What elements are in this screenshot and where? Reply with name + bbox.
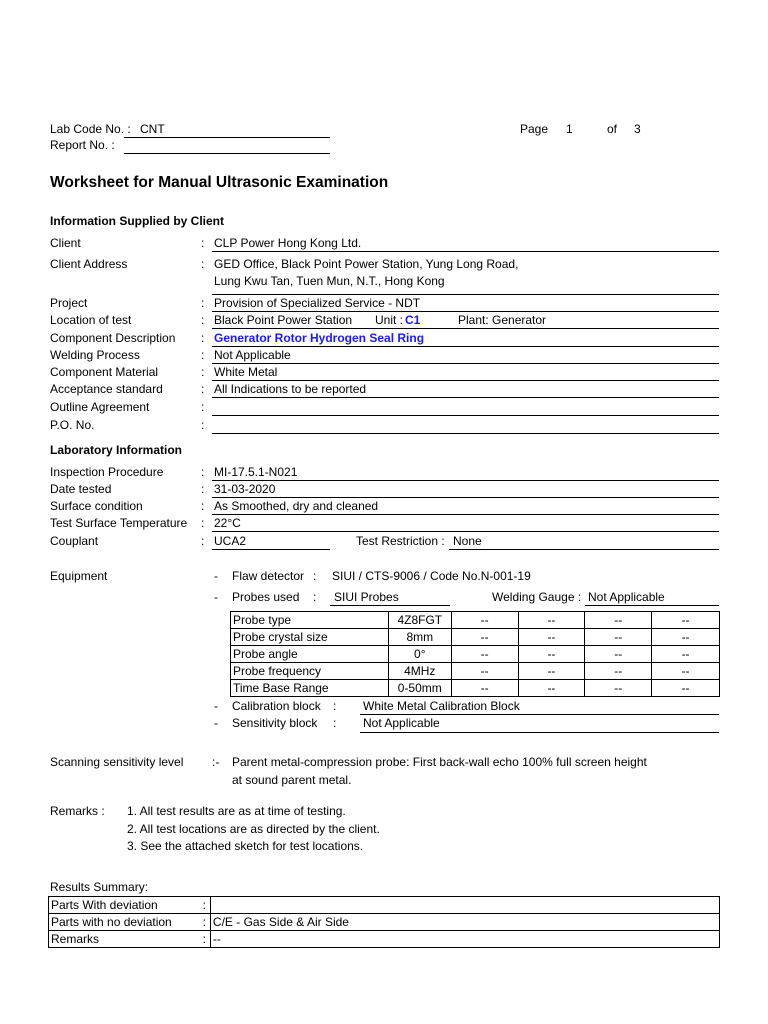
colon: : xyxy=(201,236,205,250)
colon: : xyxy=(201,516,205,530)
surface-condition-label: Surface condition xyxy=(50,499,143,513)
results-value: -- xyxy=(210,931,719,948)
field-underline xyxy=(212,346,719,347)
bullet-dash: - xyxy=(214,569,218,583)
surface-condition-value: As Smoothed, dry and cleaned xyxy=(214,499,379,513)
probe-value: 0-50mm xyxy=(388,680,451,697)
results-summary-heading: Results Summary: xyxy=(50,880,149,894)
bullet-dash: - xyxy=(214,716,218,730)
probe-param: Time Base Range xyxy=(231,680,389,697)
table-row xyxy=(231,612,720,629)
unit-value: C1 xyxy=(405,313,421,327)
equipment-label: Equipment xyxy=(50,569,108,583)
test-restriction-underline xyxy=(449,549,719,550)
probe-value: -- xyxy=(451,680,518,697)
page-label: Page xyxy=(520,122,549,136)
field-underline xyxy=(212,251,719,252)
page-total: 3 xyxy=(634,122,641,136)
field-underline xyxy=(212,363,719,364)
table-row xyxy=(49,897,720,914)
probe-value: 4MHz xyxy=(388,663,451,680)
couplant-value: UCA2 xyxy=(214,534,247,548)
acceptance-standard-label: Acceptance standard xyxy=(50,382,163,396)
field-underline xyxy=(212,294,719,295)
welding-gauge-underline xyxy=(585,605,719,606)
probe-value: 4Z8FGT xyxy=(388,612,451,629)
probe-value: -- xyxy=(652,663,720,680)
flaw-detector-value: SIUI / CTS-9006 / Code No.N-001-19 xyxy=(332,569,531,583)
scanning-line1: Parent metal-compression probe: First back-wall echo 100% full screen height xyxy=(232,755,647,769)
component-description-value: Generator Rotor Hydrogen Seal Ring xyxy=(214,331,425,345)
scanning-line2: at sound parent metal. xyxy=(232,773,352,787)
remarks-label: Remarks : xyxy=(50,804,105,818)
colon: : xyxy=(201,313,205,327)
probe-value: -- xyxy=(518,646,585,663)
location-value: Black Point Power Station xyxy=(214,313,353,327)
sensitivity-underline xyxy=(360,732,719,733)
field-underline xyxy=(212,380,719,381)
page-title: Worksheet for Manual Ultrasonic Examination xyxy=(50,174,389,191)
sensitivity-block-label: Sensitivity block xyxy=(232,716,318,730)
date-tested-label: Date tested xyxy=(50,482,112,496)
page-number: 1 xyxy=(566,122,573,136)
inspection-procedure-value: MI-17.5.1-N021 xyxy=(214,465,298,479)
inspection-procedure-label: Inspection Procedure xyxy=(50,465,164,479)
colon: : xyxy=(201,365,205,379)
client-label: Client xyxy=(50,236,81,250)
lab-code-value: CNT xyxy=(140,122,165,136)
table-row xyxy=(49,931,720,948)
lab-code-underline xyxy=(124,137,330,138)
colon: : xyxy=(201,499,205,513)
of-label: of xyxy=(607,122,618,136)
component-material-label: Component Material xyxy=(50,365,159,379)
bullet-dash: - xyxy=(214,699,218,713)
probe-value: -- xyxy=(585,629,652,646)
results-label: Remarks : xyxy=(49,931,211,948)
couplant-label: Couplant xyxy=(50,534,99,548)
field-underline xyxy=(212,514,719,515)
component-material-value: White Metal xyxy=(214,365,278,379)
probe-value: -- xyxy=(518,663,585,680)
probe-value: -- xyxy=(652,680,720,697)
colon: : xyxy=(201,296,205,310)
colon: : xyxy=(201,400,205,414)
colon: : xyxy=(201,382,205,396)
couplant-underline xyxy=(212,549,330,550)
results-label: Parts With deviation : xyxy=(49,897,211,914)
probe-param: Probe crystal size xyxy=(231,629,389,646)
component-description-label: Component Description xyxy=(50,331,176,345)
probe-value: -- xyxy=(585,646,652,663)
probe-value: -- xyxy=(451,629,518,646)
probe-param: Probe type xyxy=(231,612,389,629)
colon: : xyxy=(333,716,337,730)
field-underline xyxy=(212,433,719,434)
bullet-dash: - xyxy=(214,590,218,604)
calibration-underline xyxy=(360,714,719,715)
date-tested-value: 31-03-2020 xyxy=(214,482,276,496)
colon: : xyxy=(201,482,205,496)
scanning-marker: :- xyxy=(212,755,220,769)
results-value xyxy=(210,897,719,914)
project-label: Project xyxy=(50,296,88,310)
probe-value: -- xyxy=(451,612,518,629)
probe-param: Probe angle xyxy=(231,646,389,663)
probe-value: -- xyxy=(451,663,518,680)
field-underline xyxy=(212,480,719,481)
colon: : xyxy=(201,418,205,432)
table-row xyxy=(231,680,720,697)
acceptance-standard-value: All Indications to be reported xyxy=(214,382,367,396)
outline-agreement-label: Outline Agreement xyxy=(50,400,150,414)
remark-item: 3. See the attached sketch for test locations. xyxy=(127,839,364,853)
unit-label: Unit : xyxy=(375,313,404,327)
remark-item: 1. All test results are as at time of testing. xyxy=(127,804,346,818)
probes-used-value: SIUI Probes xyxy=(334,590,399,604)
table-row xyxy=(49,914,720,931)
table-row xyxy=(231,663,720,680)
test-restriction-value: None xyxy=(453,534,482,548)
calibration-block-label: Calibration block xyxy=(232,699,321,713)
field-underline xyxy=(212,397,719,398)
probe-value: -- xyxy=(451,646,518,663)
test-surface-temperature-value: 22°C xyxy=(214,516,241,530)
probe-value: 8mm xyxy=(388,629,451,646)
probe-table xyxy=(230,611,720,697)
welding-process-value: Not Applicable xyxy=(214,348,291,362)
client-address-line1: GED Office, Black Point Power Station, Yung Long Road, xyxy=(214,257,519,271)
test-restriction-label: Test Restriction : xyxy=(356,534,445,548)
probe-value: -- xyxy=(518,680,585,697)
results-value: C/E - Gas Side & Air Side xyxy=(210,914,719,931)
location-label: Location of test xyxy=(50,313,132,327)
probe-value: -- xyxy=(585,680,652,697)
probe-value: -- xyxy=(518,629,585,646)
test-surface-temperature-label: Test Surface Temperature xyxy=(50,516,188,530)
table-row xyxy=(231,646,720,663)
field-underline xyxy=(212,497,719,498)
colon: : xyxy=(333,699,337,713)
field-underline xyxy=(212,328,719,329)
probe-value: -- xyxy=(585,612,652,629)
field-underline xyxy=(212,415,719,416)
welding-process-label: Welding Process xyxy=(50,348,140,362)
colon: : xyxy=(313,569,317,583)
probe-value: 0° xyxy=(388,646,451,663)
probe-value: -- xyxy=(652,629,720,646)
results-table xyxy=(48,896,720,948)
probes-used-underline xyxy=(330,605,450,606)
flaw-detector-label: Flaw detector xyxy=(232,569,305,583)
welding-gauge-label: Welding Gauge : xyxy=(492,590,582,604)
scanning-sensitivity-label: Scanning sensitivity level xyxy=(50,755,184,769)
report-no-underline xyxy=(124,153,330,154)
colon: : xyxy=(201,331,205,345)
probe-value: -- xyxy=(518,612,585,629)
lab-code-label: Lab Code No. : xyxy=(50,122,131,136)
client-address-line2: Lung Kwu Tan, Tuen Mun, N.T., Hong Kong xyxy=(214,274,445,288)
field-underline xyxy=(212,531,719,532)
results-label: Parts with no deviation : xyxy=(49,914,211,931)
colon: : xyxy=(201,348,205,362)
colon: : xyxy=(201,257,205,271)
field-underline xyxy=(212,311,719,312)
colon: : xyxy=(201,465,205,479)
table-row xyxy=(231,629,720,646)
plant-value: Plant: Generator xyxy=(458,313,547,327)
po-no-label: P.O. No. xyxy=(50,418,95,432)
colon: : xyxy=(313,590,317,604)
client-address-label: Client Address xyxy=(50,257,128,271)
welding-gauge-value: Not Applicable xyxy=(588,590,665,604)
remark-item: 2. All test locations are as directed by the client. xyxy=(127,822,380,836)
colon: : xyxy=(201,534,205,548)
calibration-block-value: White Metal Calibration Block xyxy=(363,699,520,713)
client-value: CLP Power Hong Kong Ltd. xyxy=(214,236,362,250)
project-value: Provision of Specialized Service - NDT xyxy=(214,296,421,310)
client-section-heading: Information Supplied by Client xyxy=(50,214,224,228)
probes-used-label: Probes used xyxy=(232,590,300,604)
probe-value: -- xyxy=(652,612,720,629)
sensitivity-block-value: Not Applicable xyxy=(363,716,440,730)
report-no-label: Report No. : xyxy=(50,138,115,152)
probe-value: -- xyxy=(652,646,720,663)
probe-param: Probe frequency xyxy=(231,663,389,680)
lab-section-heading: Laboratory Information xyxy=(50,443,183,457)
probe-value: -- xyxy=(585,663,652,680)
